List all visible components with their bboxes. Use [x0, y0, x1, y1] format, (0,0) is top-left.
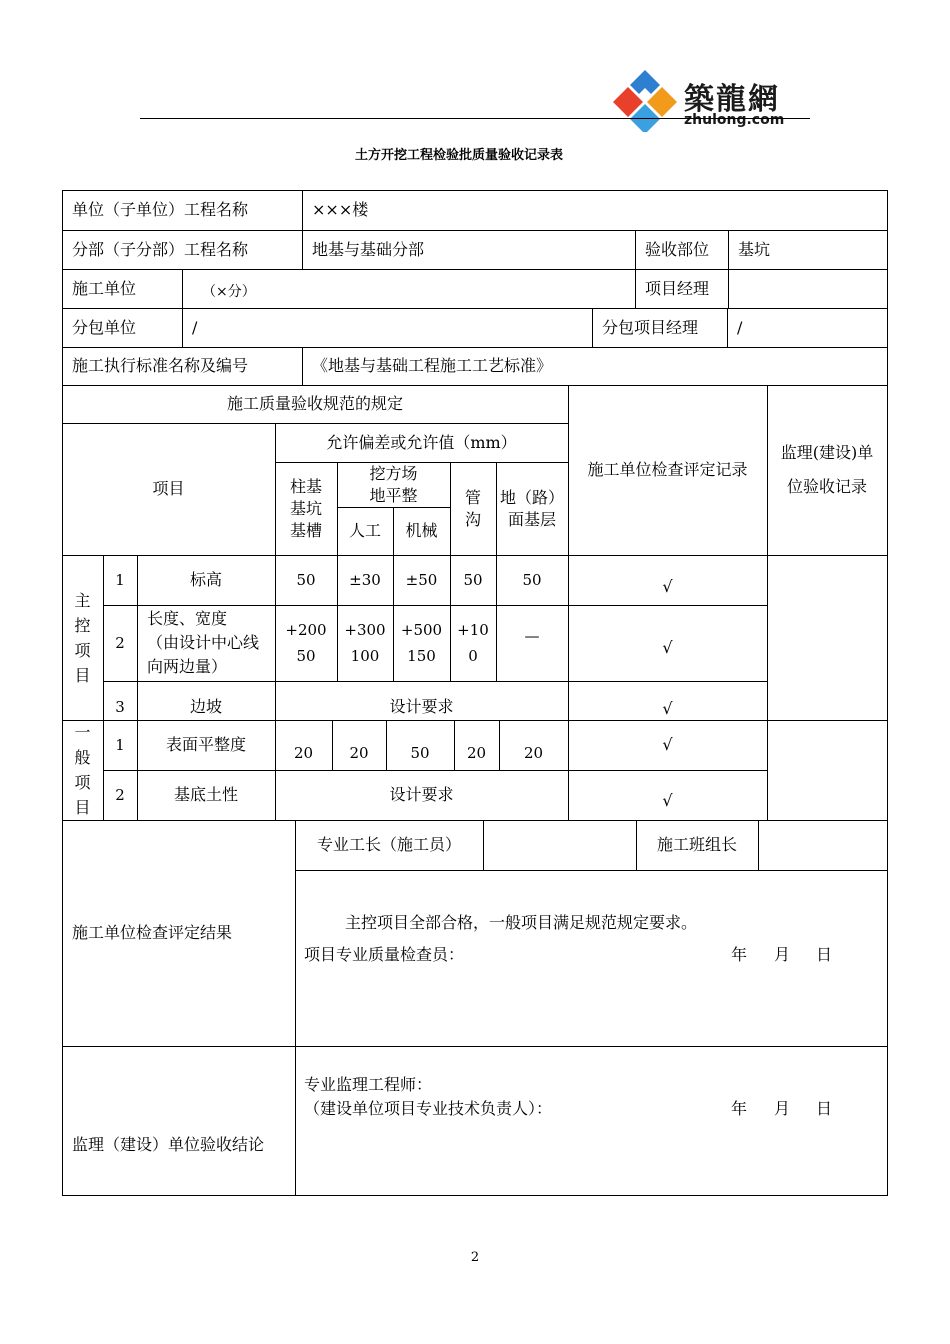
- general-row-1-check: √: [662, 735, 673, 754]
- main-row-1-road: 50: [522, 571, 542, 589]
- standard-value: 《地基与基础工程施工工艺标准》: [312, 356, 553, 375]
- col-leveling-header: 挖方场 地平整: [369, 463, 418, 505]
- document-title: 土方开挖工程检验批质量验收记录表: [355, 148, 564, 163]
- sub-project-label: 分部（子分部）工程名称: [72, 239, 249, 259]
- conclusion-year: 年: [731, 1099, 748, 1118]
- main-row-1-pit: 50: [296, 571, 316, 589]
- general-row-1-pit: 20: [293, 744, 314, 762]
- unit-project-value: ×××楼: [312, 200, 369, 219]
- standard-label: 施工执行标准名称及编号: [72, 356, 249, 375]
- result-year: 年: [731, 945, 748, 964]
- page-number: 2: [470, 1250, 480, 1265]
- main-row-2-machine: +500 150: [400, 621, 443, 665]
- col-machine-header: 机械: [405, 521, 438, 540]
- project-manager-label: 项目经理: [645, 278, 710, 298]
- main-row-2-check: √: [662, 638, 673, 657]
- foreman-label: 专业工长（施工员）: [316, 835, 461, 854]
- general-row-1-pipe: 20: [466, 744, 487, 762]
- general-row-1-road: 20: [523, 744, 544, 762]
- conclusion-day: 日: [816, 1099, 833, 1118]
- main-row-1-no: 1: [115, 571, 125, 589]
- main-row-1-pipe: 50: [463, 571, 483, 589]
- main-row-2-pit: +200 50: [285, 621, 327, 665]
- general-row-1-manual: 20: [349, 744, 369, 762]
- subcontractor-value: /: [192, 317, 198, 337]
- col-pit-header: 柱基 基坑 基槽: [289, 476, 322, 540]
- main-row-1-check: √: [662, 577, 673, 596]
- inspection-part-label: 验收部位: [645, 239, 710, 259]
- main-row-2-road: —: [524, 627, 540, 645]
- main-row-1-manual: ±30: [349, 571, 381, 589]
- general-row-2-name: 基底土性: [173, 785, 238, 804]
- inspection-form: [62, 190, 888, 1196]
- sub-project-value: 地基与基础分部: [312, 239, 425, 259]
- logo-english-text: zhulong.com: [684, 112, 785, 128]
- conclusion-label: 监理（建设）单位验收结论: [72, 1135, 265, 1154]
- general-row-1-name: 表面平整度: [165, 735, 246, 754]
- item-header: 项目: [152, 479, 185, 498]
- main-row-3-no: 3: [115, 697, 125, 716]
- logo-mark-icon: [610, 68, 680, 132]
- main-row-1-name: 标高: [189, 570, 222, 589]
- conclusion-month: 月: [774, 1099, 791, 1118]
- supervisor-record-header: 监理(建设)单 位验收记录: [780, 443, 874, 496]
- logo-chinese-text: 築龍網: [684, 82, 780, 117]
- project-manager-value: [728, 269, 887, 308]
- general-group-label: 一 般 项 目: [74, 723, 91, 817]
- col-pipe-header: 管 沟: [464, 487, 481, 529]
- foreman-value: [483, 820, 636, 870]
- inspection-part-value: 基坑: [738, 239, 771, 259]
- contractor-record-header: 施工单位检查评定记录: [587, 460, 748, 479]
- result-label: 施工单位检查评定结果: [72, 923, 233, 942]
- result-day: 日: [816, 945, 833, 964]
- zhulong-logo: [610, 68, 810, 132]
- general-row-2-check: √: [662, 791, 673, 810]
- team-leader-value: [758, 820, 887, 870]
- main-row-1-machine: ±50: [405, 571, 438, 589]
- main-control-group-label: 主 控 项 目: [74, 590, 91, 685]
- subcontractor-label: 分包单位: [72, 317, 137, 337]
- general-row-1-machine: 50: [410, 744, 430, 762]
- contractor-label: 施工单位: [72, 278, 137, 298]
- contractor-value: （×分）: [202, 283, 256, 300]
- header-rule: [140, 118, 810, 119]
- main-row-2-pipe: +10 0: [457, 621, 489, 665]
- tolerance-header: 允许偏差或允许值（mm）: [326, 432, 517, 452]
- col-road-header: 地（路） 面基层: [499, 487, 564, 529]
- general-row-1-no: 1: [115, 736, 125, 754]
- general-row-2-no: 2: [115, 786, 125, 804]
- result-month: 月: [774, 945, 791, 964]
- main-row-2-no: 2: [115, 634, 125, 652]
- main-row-3-merged: 设计要求: [389, 696, 454, 716]
- engineer-label: 专业监理工程师：: [304, 1075, 433, 1094]
- main-row-3-name: 边坡: [189, 696, 222, 716]
- main-row-3-check: √: [662, 698, 673, 718]
- main-row-2-manual: +300 100: [344, 621, 386, 665]
- general-row-2-merged: 设计要求: [389, 785, 454, 804]
- sub-pm-value: /: [737, 317, 743, 337]
- sub-pm-label: 分包项目经理: [602, 317, 699, 337]
- team-leader-label: 施工班组长: [656, 835, 737, 854]
- col-manual-header: 人工: [348, 521, 381, 540]
- main-row-2-name: 长度、宽度 （由设计中心线 向两边量）: [147, 609, 260, 676]
- inspector-label: 项目专业质量检查员：: [304, 945, 465, 964]
- spec-title: 施工质量验收规范的规定: [226, 394, 403, 413]
- tech-lead-label: （建设单位项目专业技术负责人）：: [304, 1099, 553, 1118]
- result-statement: 主控项目全部合格，一般项目满足规范规定要求。: [345, 913, 698, 932]
- unit-project-label: 单位（子单位）工程名称: [72, 200, 249, 219]
